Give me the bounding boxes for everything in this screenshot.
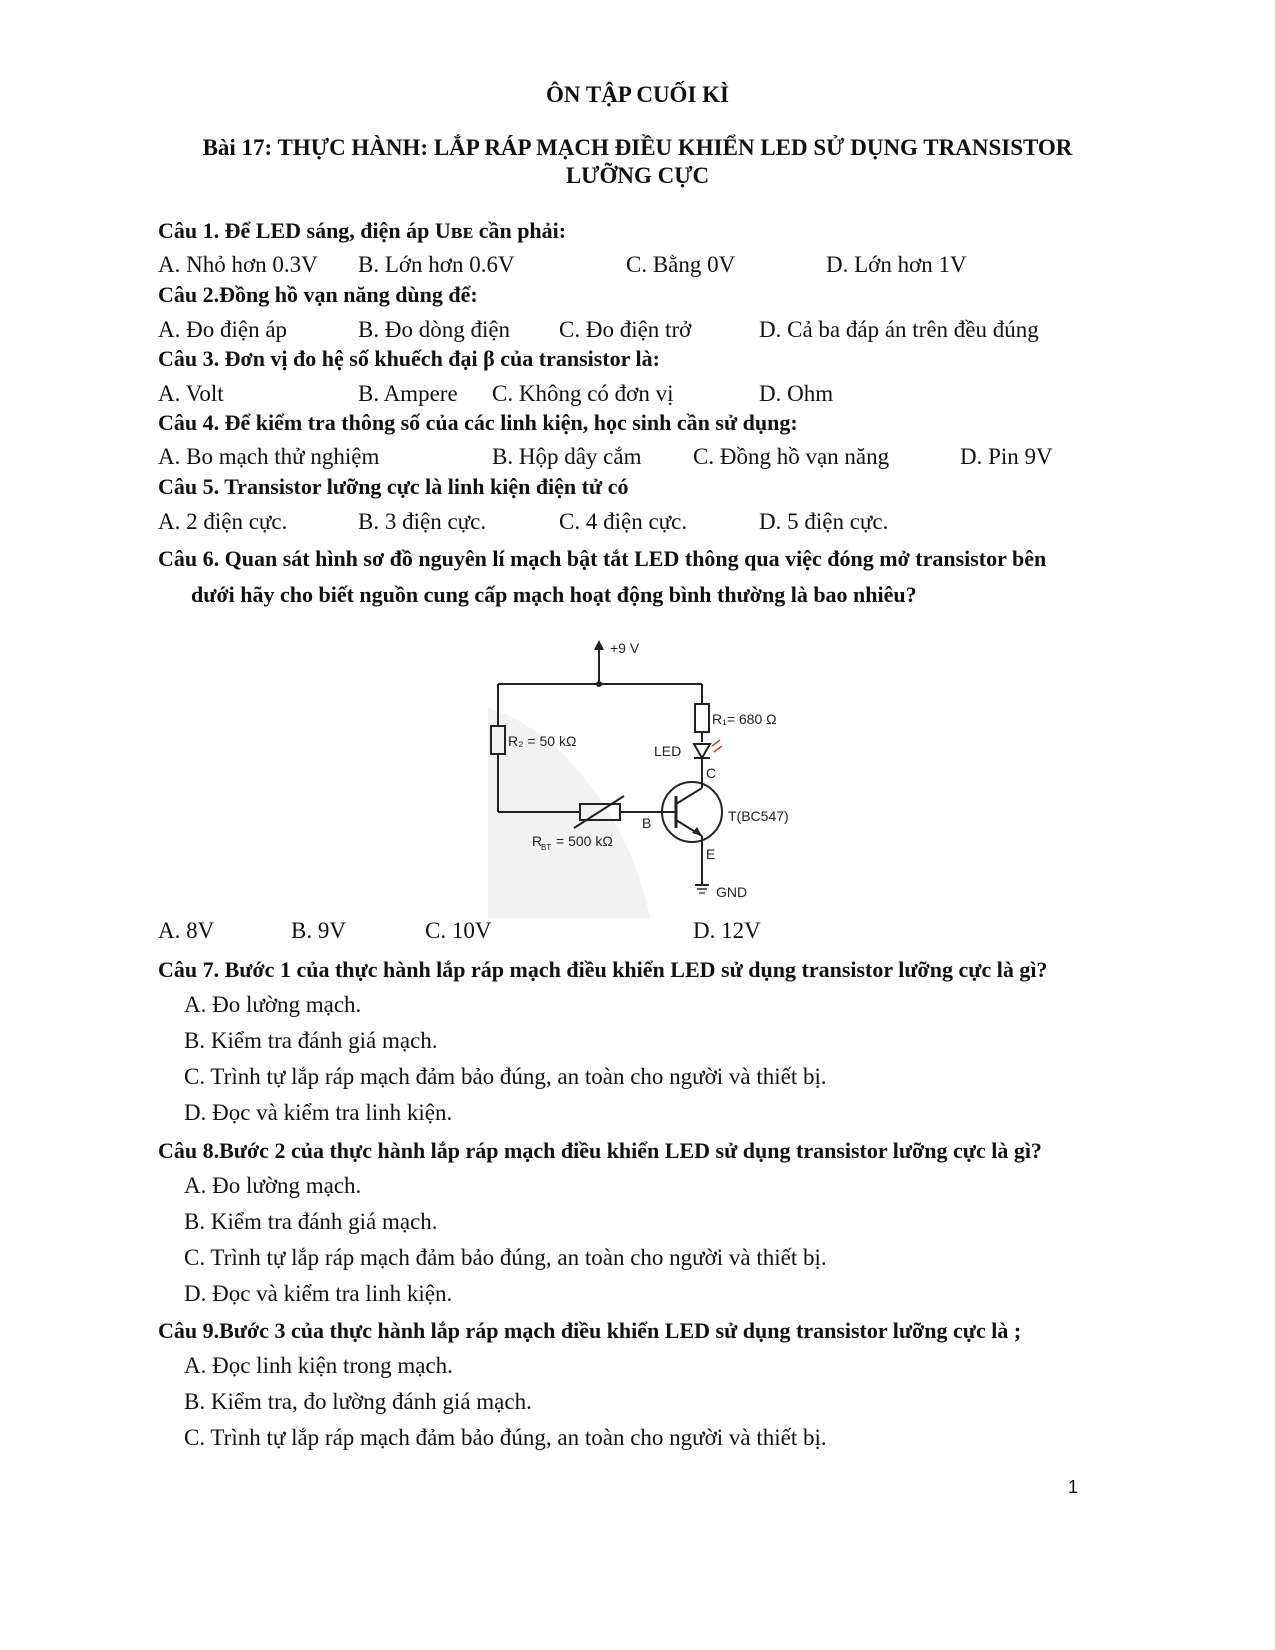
q8-option-b: B. Kiểm tra đánh giá mạch. <box>184 1209 438 1234</box>
page-number: 1 <box>1068 1477 1079 1497</box>
label-rbt-sub: BT <box>541 843 552 852</box>
r1-resistor <box>695 704 709 732</box>
q3-option-c: C. Không có đơn vị <box>492 381 674 406</box>
q4-option-b: B. Hộp dây cắm <box>492 444 642 469</box>
q2-option-b: B. Đo dòng điện <box>358 317 511 342</box>
question-3: Câu 3. Đơn vị đo hệ số khuếch đại β của transistor là: <box>158 346 660 371</box>
q2-option-a: A. Đo điện áp <box>158 317 288 342</box>
label-led: LED <box>654 743 682 759</box>
label-base: B <box>642 815 652 831</box>
label-rbt: R <box>532 833 543 849</box>
question-8: Câu 8.Bước 2 của thực hành lắp ráp mạch điều khiển LED sử dụng transistor lưỡng cực là gì? <box>158 1138 1042 1163</box>
q9-option-b: B. Kiểm tra, đo lường đánh giá mạch. <box>184 1389 532 1414</box>
q3-option-d: D. Ohm <box>759 381 834 406</box>
label-supply: +9 V <box>610 640 640 656</box>
question-7: Câu 7. Bước 1 của thực hành lắp ráp mạch điều khiển LED sử dụng transistor lưỡng cực là gì? <box>158 957 1048 982</box>
label-gnd: GND <box>716 884 748 900</box>
q3-option-b: B. Ampere <box>358 381 458 406</box>
question-2: Câu 2.Đồng hồ vạn năng dùng để: <box>158 282 478 307</box>
q6-option-d: D. 12V <box>693 918 761 943</box>
q4-option-a: A. Bo mạch thử nghiệm <box>158 444 380 469</box>
label-r1: R₁= 680 Ω <box>712 711 777 727</box>
q5-option-d: D. 5 điện cực. <box>759 509 889 534</box>
lesson-title-line2: LƯỠNG CỰC <box>565 163 710 188</box>
led-transistor-circuit-diagram <box>480 628 820 918</box>
label-collector: C <box>706 765 717 781</box>
page-title: ÔN TẬP CUỐI KÌ <box>546 82 729 107</box>
q8-option-c: C. Trình tự lắp ráp mạch đảm bảo đúng, an toàn cho người và thiết bị. <box>184 1245 827 1270</box>
q9-option-c: C. Trình tự lắp ráp mạch đảm bảo đúng, an toàn cho người và thiết bị. <box>184 1425 827 1450</box>
q9-option-a: A. Đọc linh kiện trong mạch. <box>184 1353 453 1378</box>
led-symbol <box>694 744 710 758</box>
label-emitter: E <box>706 846 716 862</box>
question-6-line1: Câu 6. Quan sát hình sơ đồ nguyên lí mạch bật tắt LED thông qua việc đóng mở transistor bên <box>158 546 1047 571</box>
q5-option-b: B. 3 điện cực. <box>358 509 487 534</box>
q7-option-a: A. Đo lường mạch. <box>184 992 362 1017</box>
q2-option-c: C. Đo điện trở <box>559 317 692 342</box>
q1-option-a: A. Nhỏ hơn 0.3V <box>158 252 318 277</box>
label-r2: R₂ = 50 kΩ <box>508 733 577 749</box>
label-transistor: T(BC547) <box>728 808 789 824</box>
q4-option-d: D. Pin 9V <box>960 444 1053 469</box>
q6-option-b: B. 9V <box>291 918 346 943</box>
q4-option-c: C. Đồng hồ vạn năng <box>693 444 890 469</box>
q7-option-d: D. Đọc và kiểm tra linh kiện. <box>184 1100 453 1125</box>
q6-option-c: C. 10V <box>425 918 492 943</box>
q6-option-a: A. 8V <box>158 918 215 943</box>
q8-option-d: D. Đọc và kiểm tra linh kiện. <box>184 1281 453 1306</box>
q2-option-d: D. Cả ba đáp án trên đều đúng <box>759 317 1039 342</box>
question-4: Câu 4. Để kiểm tra thông số của các linh kiện, học sinh cần sử dụng: <box>158 410 798 435</box>
q7-option-b: B. Kiểm tra đánh giá mạch. <box>184 1028 438 1053</box>
question-9: Câu 9.Bước 3 của thực hành lắp ráp mạch điều khiển LED sử dụng transistor lưỡng cực là ; <box>158 1318 1022 1343</box>
q7-option-c: C. Trình tự lắp ráp mạch đảm bảo đúng, an toàn cho người và thiết bị. <box>184 1064 827 1089</box>
question-1: Câu 1. Để LED sáng, điện áp Uʙᴇ cần phải: <box>158 218 567 243</box>
q5-option-c: C. 4 điện cực. <box>559 509 688 534</box>
question-5: Câu 5. Transistor lưỡng cực là linh kiện điện tử có <box>158 474 629 499</box>
q1-option-d: D. Lớn hơn 1V <box>826 252 967 277</box>
supply-arrow-icon <box>594 640 604 650</box>
q3-option-a: A. Volt <box>158 381 224 406</box>
q8-option-a: A. Đo lường mạch. <box>184 1173 362 1198</box>
lesson-title-line1: Bài 17: THỰC HÀNH: LẮP RÁP MẠCH ĐIỀU KHIỂN LED SỬ DỤNG TRANSISTOR <box>202 135 1073 160</box>
q1-option-b: B. Lớn hơn 0.6V <box>358 252 515 277</box>
q1-option-c: C. Bằng 0V <box>626 252 736 277</box>
q5-option-a: A. 2 điện cực. <box>158 509 288 534</box>
question-6-line2: dưới hãy cho biết nguồn cung cấp mạch hoạt động bình thường là bao nhiêu? <box>191 582 917 607</box>
label-rbt-value: = 500 kΩ <box>556 833 613 849</box>
